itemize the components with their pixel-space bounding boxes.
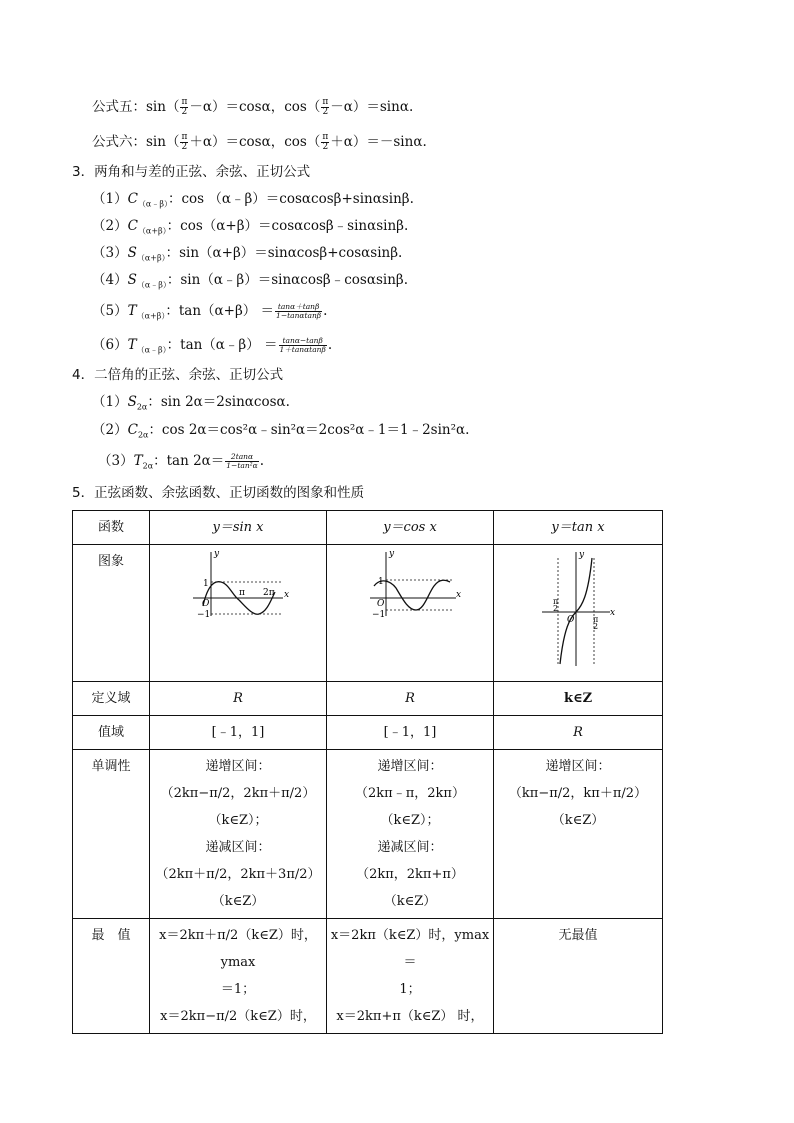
header-cell: y＝cos x bbox=[327, 511, 494, 545]
section-5-title: 5．正弦函数、余弦函数、正切函数的图象和性质 bbox=[72, 485, 365, 501]
row-label: 最 值 bbox=[73, 919, 150, 1034]
cos-graph bbox=[360, 548, 460, 618]
svg-text:y: y bbox=[579, 550, 585, 560]
tan-graph bbox=[538, 548, 618, 668]
formula-5-label: 公式五： bbox=[92, 99, 146, 115]
svg-text:O: O bbox=[377, 599, 385, 609]
formula-6: 公式六：sin（ $\frac{\pi}{2}$ ＋α）＝cosα，cos（ $\frac{\pi}{2}$ ＋α）＝－sinα. bbox=[92, 132, 427, 152]
section-4-title: 4．二倍角的正弦、余弦、正切公式 bbox=[72, 367, 284, 383]
formula-s2a: $(1)S_{2\alpha}$：sin 2α＝2sinαcosα. bbox=[92, 394, 290, 412]
svg-text:1: 1 bbox=[378, 577, 384, 587]
trig-properties-table bbox=[72, 510, 663, 1034]
formula-t-minus: $(6)T_{(\alpha﹣\beta)}$：tan（α﹣β） ＝ $\frac{\tan\alpha-\tan\beta}{1+\tan\alpha\tan\beta}$ . bbox=[92, 336, 333, 355]
formula-6-label: 公式六： bbox=[92, 134, 146, 150]
row-label: 单调性 bbox=[73, 750, 150, 919]
svg-text:π: π bbox=[239, 588, 245, 598]
svg-text:x: x bbox=[610, 608, 616, 618]
header-cell: 函数 bbox=[73, 511, 150, 545]
formula-5: 公式五：sin（ $\frac{\pi}{2}$ －α）＝cosα，cos（ $\frac{\pi}{2}$ －α）＝sinα. bbox=[92, 97, 414, 117]
svg-text:x: x bbox=[284, 590, 290, 600]
table-row-monotonicity: 单调性 递增区间： （2kπ−π/2，2kπ＋π/2） （k∈Z）； 递减区间： （2kπ＋π/2，2kπ＋3π/2） （k∈Z） 递增区间： （2kπ﹣π，2kπ） （k∈Z）； 递减区间： （2kπ，2kπ+π） （k∈Z） 递增区间： （kπ−π/2，kπ＋π/2） （k∈Z） bbox=[73, 750, 663, 919]
formula-c-plus: $(2)C_{(\alpha+\beta)}$：cos（α+β）＝cosαcosβ﹣sinαsinβ. bbox=[92, 218, 409, 236]
sin-graph bbox=[183, 548, 293, 618]
svg-text:2: 2 bbox=[553, 604, 559, 613]
formula-t-plus: $(5)T_{(\alpha+\beta)}$：tan（α+β） ＝ $\frac{\tan\alpha+\tan\beta}{1-\tan\alpha\tan\beta}$ . bbox=[92, 302, 328, 321]
svg-text:y: y bbox=[214, 549, 220, 559]
row-label: 定义域 bbox=[73, 682, 150, 716]
formula-t2a: $(3)T_{2\alpha}$：tan 2α＝ $\frac{2\tan\alpha}{\text{1−tan²α}}$ . bbox=[98, 452, 265, 471]
formula-c2a: $(2)C_{2\alpha}$：cos 2α＝cos²α﹣sin²α＝2cos²α﹣1＝1﹣2sin²α. bbox=[92, 422, 470, 440]
svg-text:−1: −1 bbox=[372, 610, 386, 620]
svg-text:π: π bbox=[593, 615, 599, 624]
sin-graph-cell bbox=[150, 545, 327, 682]
table-row-range: 值域 [﹣1，1] [﹣1，1] R bbox=[73, 716, 663, 750]
tan-graph-cell bbox=[494, 545, 663, 682]
table-row-extreme: 最 值 x＝2kπ＋π/2（k∈Z）时，ymax ＝1； x＝2kπ−π/2（k∈Z）时， x＝2kπ（k∈Z）时，ymax＝ 1； x＝2kπ+π（k∈Z） 时， 无最值 bbox=[73, 919, 663, 1034]
formula-s-plus: $(3)S_{(\alpha+\beta)}$：sin（α+β）＝sinαcosβ+cosαsinβ. bbox=[92, 245, 403, 263]
formula-c-minus: $(1)C_{(\alpha﹣\beta)}$：cos （α﹣β）＝cosαcosβ+sinαsinβ. bbox=[92, 191, 414, 209]
svg-text:2π: 2π bbox=[263, 588, 275, 598]
header-cell: y＝tan x bbox=[494, 511, 663, 545]
table-header-row bbox=[73, 511, 663, 545]
fraction: $\frac{\pi}{2}$ bbox=[181, 97, 188, 117]
svg-text:2: 2 bbox=[593, 622, 599, 631]
svg-text:O: O bbox=[202, 599, 210, 609]
section-3-title: 3．两角和与差的正弦、余弦、正切公式 bbox=[72, 164, 311, 180]
svg-text:O: O bbox=[567, 615, 575, 625]
cos-graph-cell bbox=[327, 545, 494, 682]
svg-text:−1: −1 bbox=[197, 610, 211, 620]
table-row-domain: 定义域 R R k∈Z bbox=[73, 682, 663, 716]
svg-text:π: π bbox=[553, 597, 559, 606]
svg-text:1: 1 bbox=[203, 579, 209, 589]
svg-text:x: x bbox=[456, 590, 462, 600]
svg-text:y: y bbox=[389, 549, 395, 559]
formula-s-minus: $(4)S_{(\alpha﹣\beta)}$：sin（α﹣β）＝sinαcosβ﹣cosαsinβ. bbox=[92, 272, 408, 290]
header-cell: y＝sin x bbox=[150, 511, 327, 545]
row-label: 值域 bbox=[73, 716, 150, 750]
table-row-graph bbox=[73, 545, 663, 682]
row-label: 图象 bbox=[73, 545, 150, 682]
